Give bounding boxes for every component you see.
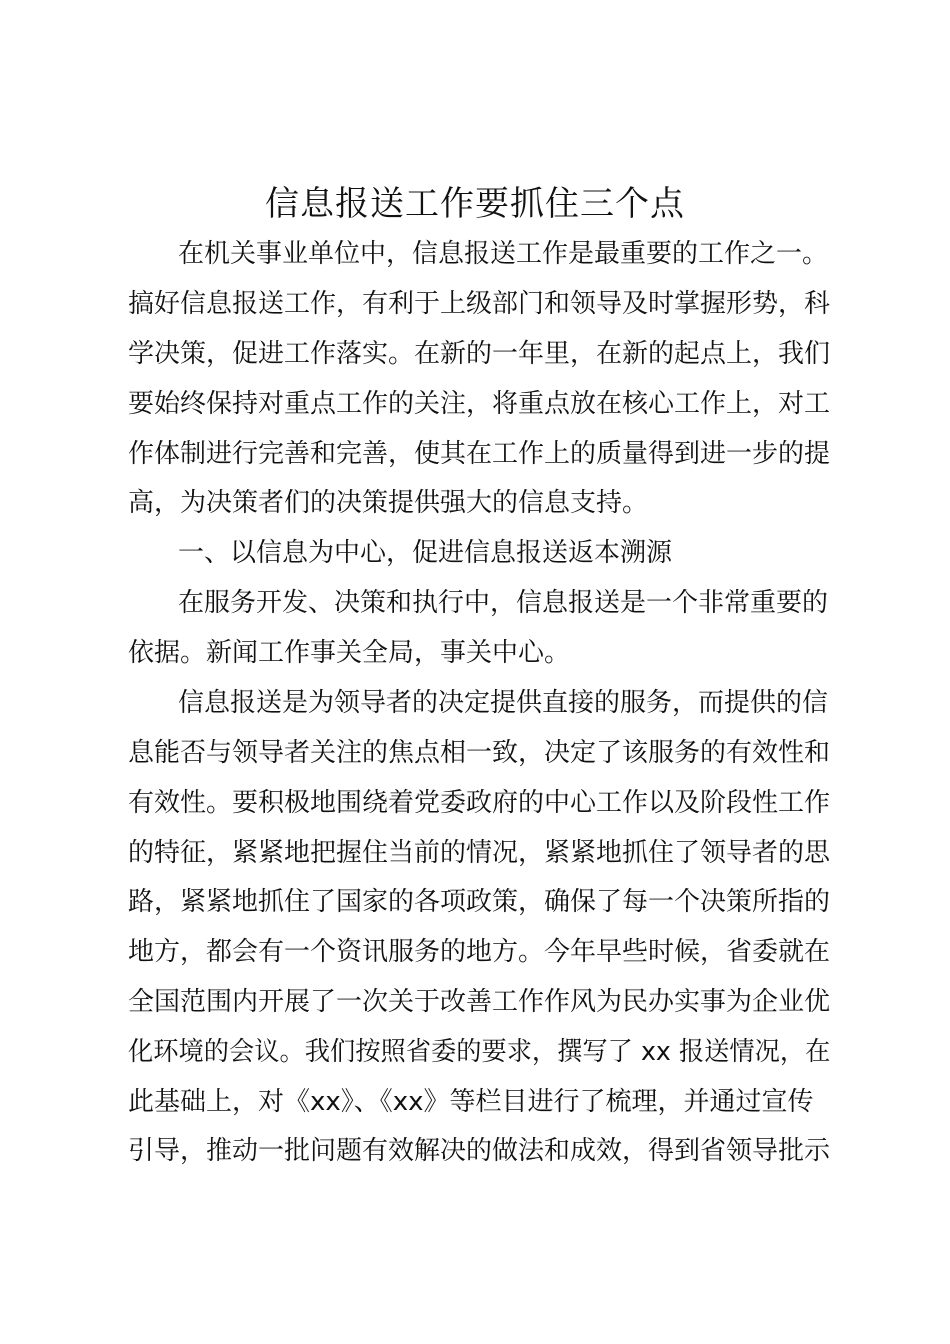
paragraph-1-line-6: 高，为决策者们的决策提供强大的信息支持。 [128,488,649,518]
paragraph-3-line-3: 有效性。要积极地围绕着党委政府的中心工作以及阶段性工作 [128,788,831,818]
paragraph-1-line-1: 在机关事业单位中，信息报送工作是最重要的工作之一。 [178,239,829,269]
paragraph-3-line-1: 信息报送是为领导者的决定提供直接的服务，而提供的信 [178,688,829,718]
paragraph-1-line-5: 作体制进行完善和完善，使其在工作上的质量得到进一步的提 [128,439,831,469]
paragraph-1-line-4: 要始终保持对重点工作的关注，将重点放在核心工作上，对工 [128,389,831,419]
paragraph-1-line-2: 搞好信息报送工作，有利于上级部门和领导及时掌握形势，科 [128,289,831,319]
paragraph-3-line-4: 的特征，紧紧地把握住当前的情况，紧紧地抓住了领导者的思 [128,838,831,868]
section-heading-1: 一、以信息为中心，促进信息报送返本溯源 [178,538,673,568]
paragraph-2-line-2: 依据。新闻工作事关全局，事关中心。 [128,638,571,668]
paragraph-2-line-1: 在服务开发、决策和执行中，信息报送是一个非常重要的 [178,588,829,618]
paragraph-3-line-5: 路，紧紧地抓住了国家的各项政策，确保了每一个决策所指的 [128,887,831,917]
paragraph-3-line-6: 地方，都会有一个资讯服务的地方。今年早些时候，省委就在 [128,937,831,967]
paragraph-3-line-7: 全国范围内开展了一次关于改善工作作风为民办实事为企业优 [128,987,831,1017]
paragraph-3-line-9: 此基础上，对《xx》、《xx》等栏目进行了梳理，并通过宣传 [128,1087,814,1117]
paragraph-3-line-10: 引导，推动一批问题有效解决的做法和成效，得到省领导批示 [128,1136,831,1166]
paragraph-1-line-3: 学决策，促进工作落实。在新的一年里，在新的起点上，我们 [128,339,831,369]
paragraph-3-line-2: 息能否与领导者关注的焦点相一致，决定了该服务的有效性和 [128,738,831,768]
document-title: 信息报送工作要抓住三个点 [265,184,685,224]
paragraph-3-line-8: 化环境的会议。我们按照省委的要求，撰写了 xx 报送情况，在 [128,1037,831,1067]
